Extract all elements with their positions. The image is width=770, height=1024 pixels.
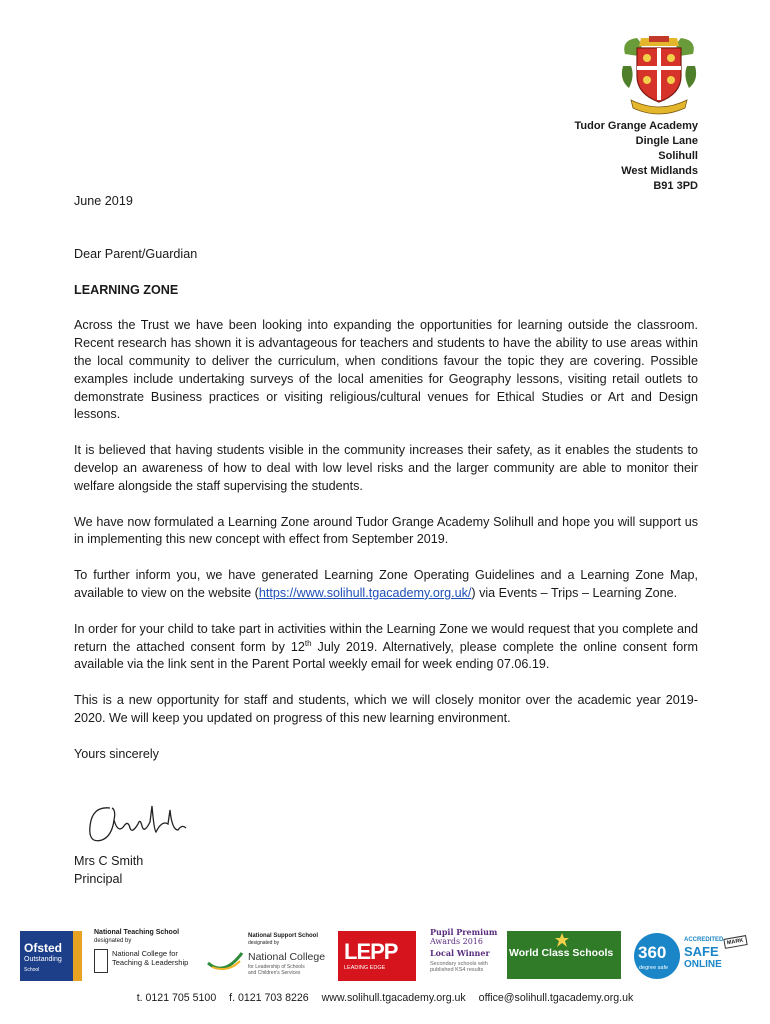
letter-date: June 2019 (74, 194, 133, 208)
nts-crest-icon (94, 949, 108, 973)
safe-online: ONLINE (684, 959, 722, 970)
paragraph-closing-note: This is a new opportunity for staff and students, which we will closely monitor over the academic year 2019-2020. We will keep you updated on progress of this new learning environment. (74, 693, 698, 725)
footer-website[interactable]: www.solihull.tgacademy.org.uk (321, 992, 466, 1004)
address-line: Dingle Lane (635, 135, 698, 147)
school-crest-logo (619, 36, 699, 118)
paragraph-consent-text-end: July 2019. Alternatively, please complete the online consent form available via the link sent in the Parent Portal weekly email for week ending 07.06.19. (74, 639, 698, 672)
paragraph-learning-zone: We have now formulated a Learning Zone around Tudor Grange Academy Solihull and hope you will support us in implementing this new concept with effect from September 2019. (74, 514, 698, 547)
safe-mark-stamp: MARK (723, 935, 747, 949)
paragraph-guidelines (74, 567, 698, 603)
accreditation-logos (20, 927, 744, 983)
closing-phrase: Yours sincerely (74, 746, 159, 761)
pp-year: Awards 2016 (430, 937, 483, 946)
lepp-label: LEADING EDGE (344, 965, 386, 971)
360-safe-logo (630, 927, 754, 981)
lepp-mark: LEPP (344, 939, 398, 964)
nss-subtitle-line1: for Leadership of Schools (248, 964, 305, 970)
footer-contacts (0, 992, 770, 1004)
star-icon (555, 933, 569, 947)
paragraph-consent-text: In order for your child to take part in activities within the Learning Zone we would request that you complete and return the attached consent form by 12 (74, 621, 698, 654)
ofsted-type: School (24, 967, 40, 973)
wcs-name: World Class Schools (509, 947, 614, 959)
handwritten-signature (82, 800, 192, 850)
paragraph-guidelines-text-end: ) via Events – Trips – Learning Zone. (471, 585, 678, 600)
address-line: West Midlands (621, 165, 698, 177)
360-badge (634, 933, 680, 979)
signer-title: Principal (74, 871, 123, 886)
paragraph-safety: It is believed that having students visible in the community increases their safety, as it enables the students to develop an awareness of how to deal with low level risks and the larger community are able to monitor their welfare alongside the staff supervising the students. (74, 443, 698, 493)
pp-note-line1: Secondary schools with (430, 961, 488, 967)
address-line: Solihull (658, 150, 698, 162)
address-line: Tudor Grange Academy (574, 120, 698, 132)
nts-college-line1: National College for (112, 949, 178, 958)
paragraph-consent (74, 621, 698, 674)
nts-college-line2: Teaching & Leadership (112, 958, 189, 967)
footer-email[interactable]: office@solihull.tgacademy.org.uk (478, 992, 634, 1004)
ofsted-logo (20, 931, 82, 981)
footer-telephone: t. 0121 705 5100 (136, 992, 217, 1004)
pp-title: Pupil Premium (430, 927, 498, 937)
pupil-premium-awards-logo (428, 927, 508, 981)
leading-edge-logo (338, 931, 416, 981)
nss-title: National Support School (248, 933, 318, 939)
pp-note (430, 961, 488, 973)
360-sub: degree safe (639, 965, 669, 971)
360-number: 360 (638, 943, 667, 962)
address-line: B91 3PD (653, 180, 698, 192)
school-address (575, 119, 698, 194)
national-support-school-logo (202, 927, 334, 981)
nss-college: National College (248, 951, 326, 963)
nss-subtitle-line2: and Children's Services (248, 970, 301, 976)
nss-subtitle (248, 964, 305, 976)
letter-subject: LEARNING ZONE (74, 282, 179, 297)
website-link[interactable]: https://www.solihull.tgacademy.org.uk/ (258, 585, 472, 600)
ofsted-grade: Outstanding (24, 956, 62, 963)
nts-designated: designated by (94, 938, 132, 944)
safe-word: SAFE (684, 944, 719, 959)
signer-name: Mrs C Smith (74, 854, 144, 868)
world-class-schools-logo (507, 931, 621, 979)
national-teaching-school-logo (92, 927, 192, 981)
safe-accredited: ACCREDITED (684, 937, 724, 943)
nts-college (112, 949, 188, 967)
footer-fax: f. 0121 703 8226 (229, 992, 309, 1004)
paragraph-intro: Across the Trust we have been looking into expanding the opportunities for learning outside the classroom. Recent research has shown it is advantageous for teachers and students to have the ability to use areas within the local community to deliver the curriculum, when conditions favour the topic they are covering. Possible examples include undertaking surveys of the local amenities for Geography lessons, visiting retail outlets to demonstrate Business practices or visiting religious/cultural venues for Ethical Studies or Art and Design lessons. (74, 318, 698, 422)
ordinal-suffix: th (304, 638, 312, 648)
ofsted-years-band (73, 931, 82, 981)
salutation: Dear Parent/Guardian (74, 246, 198, 261)
paragraph-guidelines-text: To further inform you, we have generated Learning Zone Operating Guidelines and a Learning Zone Map, available to view on the website ( (74, 568, 698, 600)
nss-designated: designated by (248, 940, 280, 946)
ofsted-name: Ofsted (24, 941, 63, 955)
pp-winner: Local Winner (430, 948, 490, 958)
pp-note-line2: published KS4 results (430, 967, 484, 973)
signoff-block (74, 853, 143, 889)
nts-title: National Teaching School (94, 929, 180, 936)
letter-body (74, 193, 698, 764)
swoosh-icon (204, 933, 246, 975)
